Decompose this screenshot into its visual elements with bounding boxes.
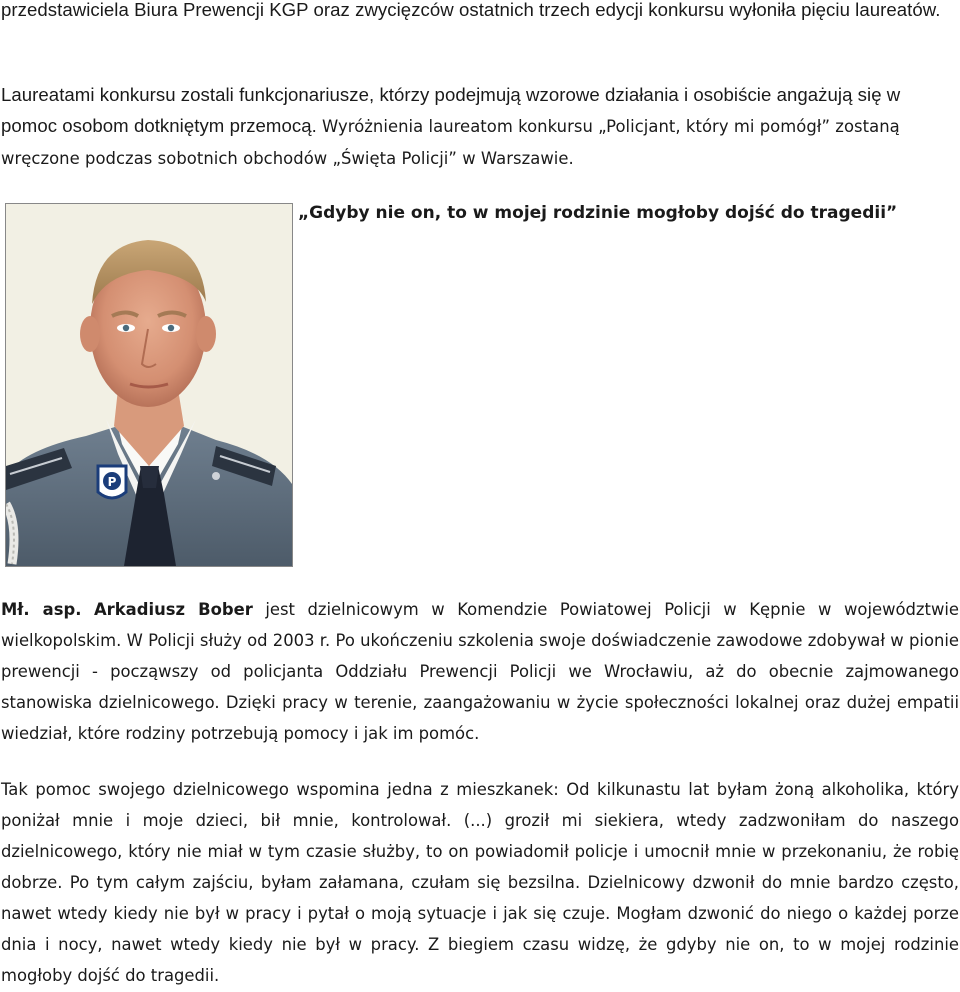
- profile-text-2: Po ukończeniu szkolenia swoje doświadczenie zawodowe zdobywał w pionie prewencji - począwszy od policjanta Oddziału Prewencji Policji we Wrocławiu, aż do obecnie zajmowanego stanowiska dzielnicowego. Dzięki pracy w terenie, zaangażowaniu w życie społeczności lokalnej oraz dużej empatii wiedział, które rodziny potrzebują pomocy i jak im pomóc.: [1, 631, 959, 743]
- profile-text-1: jest dzielnicowym w Komendzie Powiatowej Policji w Kępnie w województwie wielkopolskim. W Policji służy od 2003 r.: [1, 600, 959, 650]
- testimony-paragraph: [1, 774, 959, 991]
- officer-rank: Mł. asp.: [1, 600, 82, 619]
- intro-text: przedstawiciela Biura Prewencji KGP oraz zwycięzców ostatnich trzech edycji konkursu wyłoniła pięciu laureatów.: [1, 0, 941, 20]
- intro-paragraph: [1, 0, 959, 25]
- testimony-text: Tak pomoc swojego dzielnicowego wspomina jedna z mieszkanek: Od kilkunastu lat byłam żoną alkoholika, który poniżał mnie i moje dzieci, bił mnie, kontrolował. (...) groził mi siekiera, wtedy zadzwoniłam do naszego dzielnicowego, który nie miał w tym czasie służby, to on powiadomił policje i umocnił mnie w przekonaniu, że robię dobrze. Po tym całym zajściu, byłam załamana, czułam się bezsilna. Dzielnicowy dzwonił do mnie bardzo często, nawet wtedy kiedy nie był w pracy i pytał o moją sytuacje i jak się czuje. Mogłam dzwonić do niego o każdej porze dnia i nocy, nawet wtedy kiedy nie był w pracy. Z biegiem czasu widzę, że gdyby nie on, to w mojej rodzinie mogłoby dojść do tragedii.: [1, 780, 959, 985]
- officer-portrait-image: [6, 204, 292, 566]
- laureates-award-text: Wyróżnienia laureatom konkursu „Policjant, który mi pomógł” zostaną wręczone podczas sobotnich obchodów „Święta Policji” w Warszawie.: [1, 117, 900, 168]
- laureates-text: Laureatami konkursu zostali funkcjonariusze, którzy podejmują wzorowe działania i osobiście angażują się w pomoc osobom dotkniętym przemocą.: [1, 84, 901, 136]
- profile-paragraph: [1, 594, 959, 749]
- laureates-paragraph: [1, 79, 959, 174]
- officer-name: Arkadiusz Bober: [94, 600, 253, 619]
- svg-text:P: P: [107, 475, 117, 489]
- quote-heading: „Gdyby nie on, to w mojej rodzinie mogłoby dojść do tragedii”: [298, 203, 898, 223]
- officer-photo: [5, 203, 293, 567]
